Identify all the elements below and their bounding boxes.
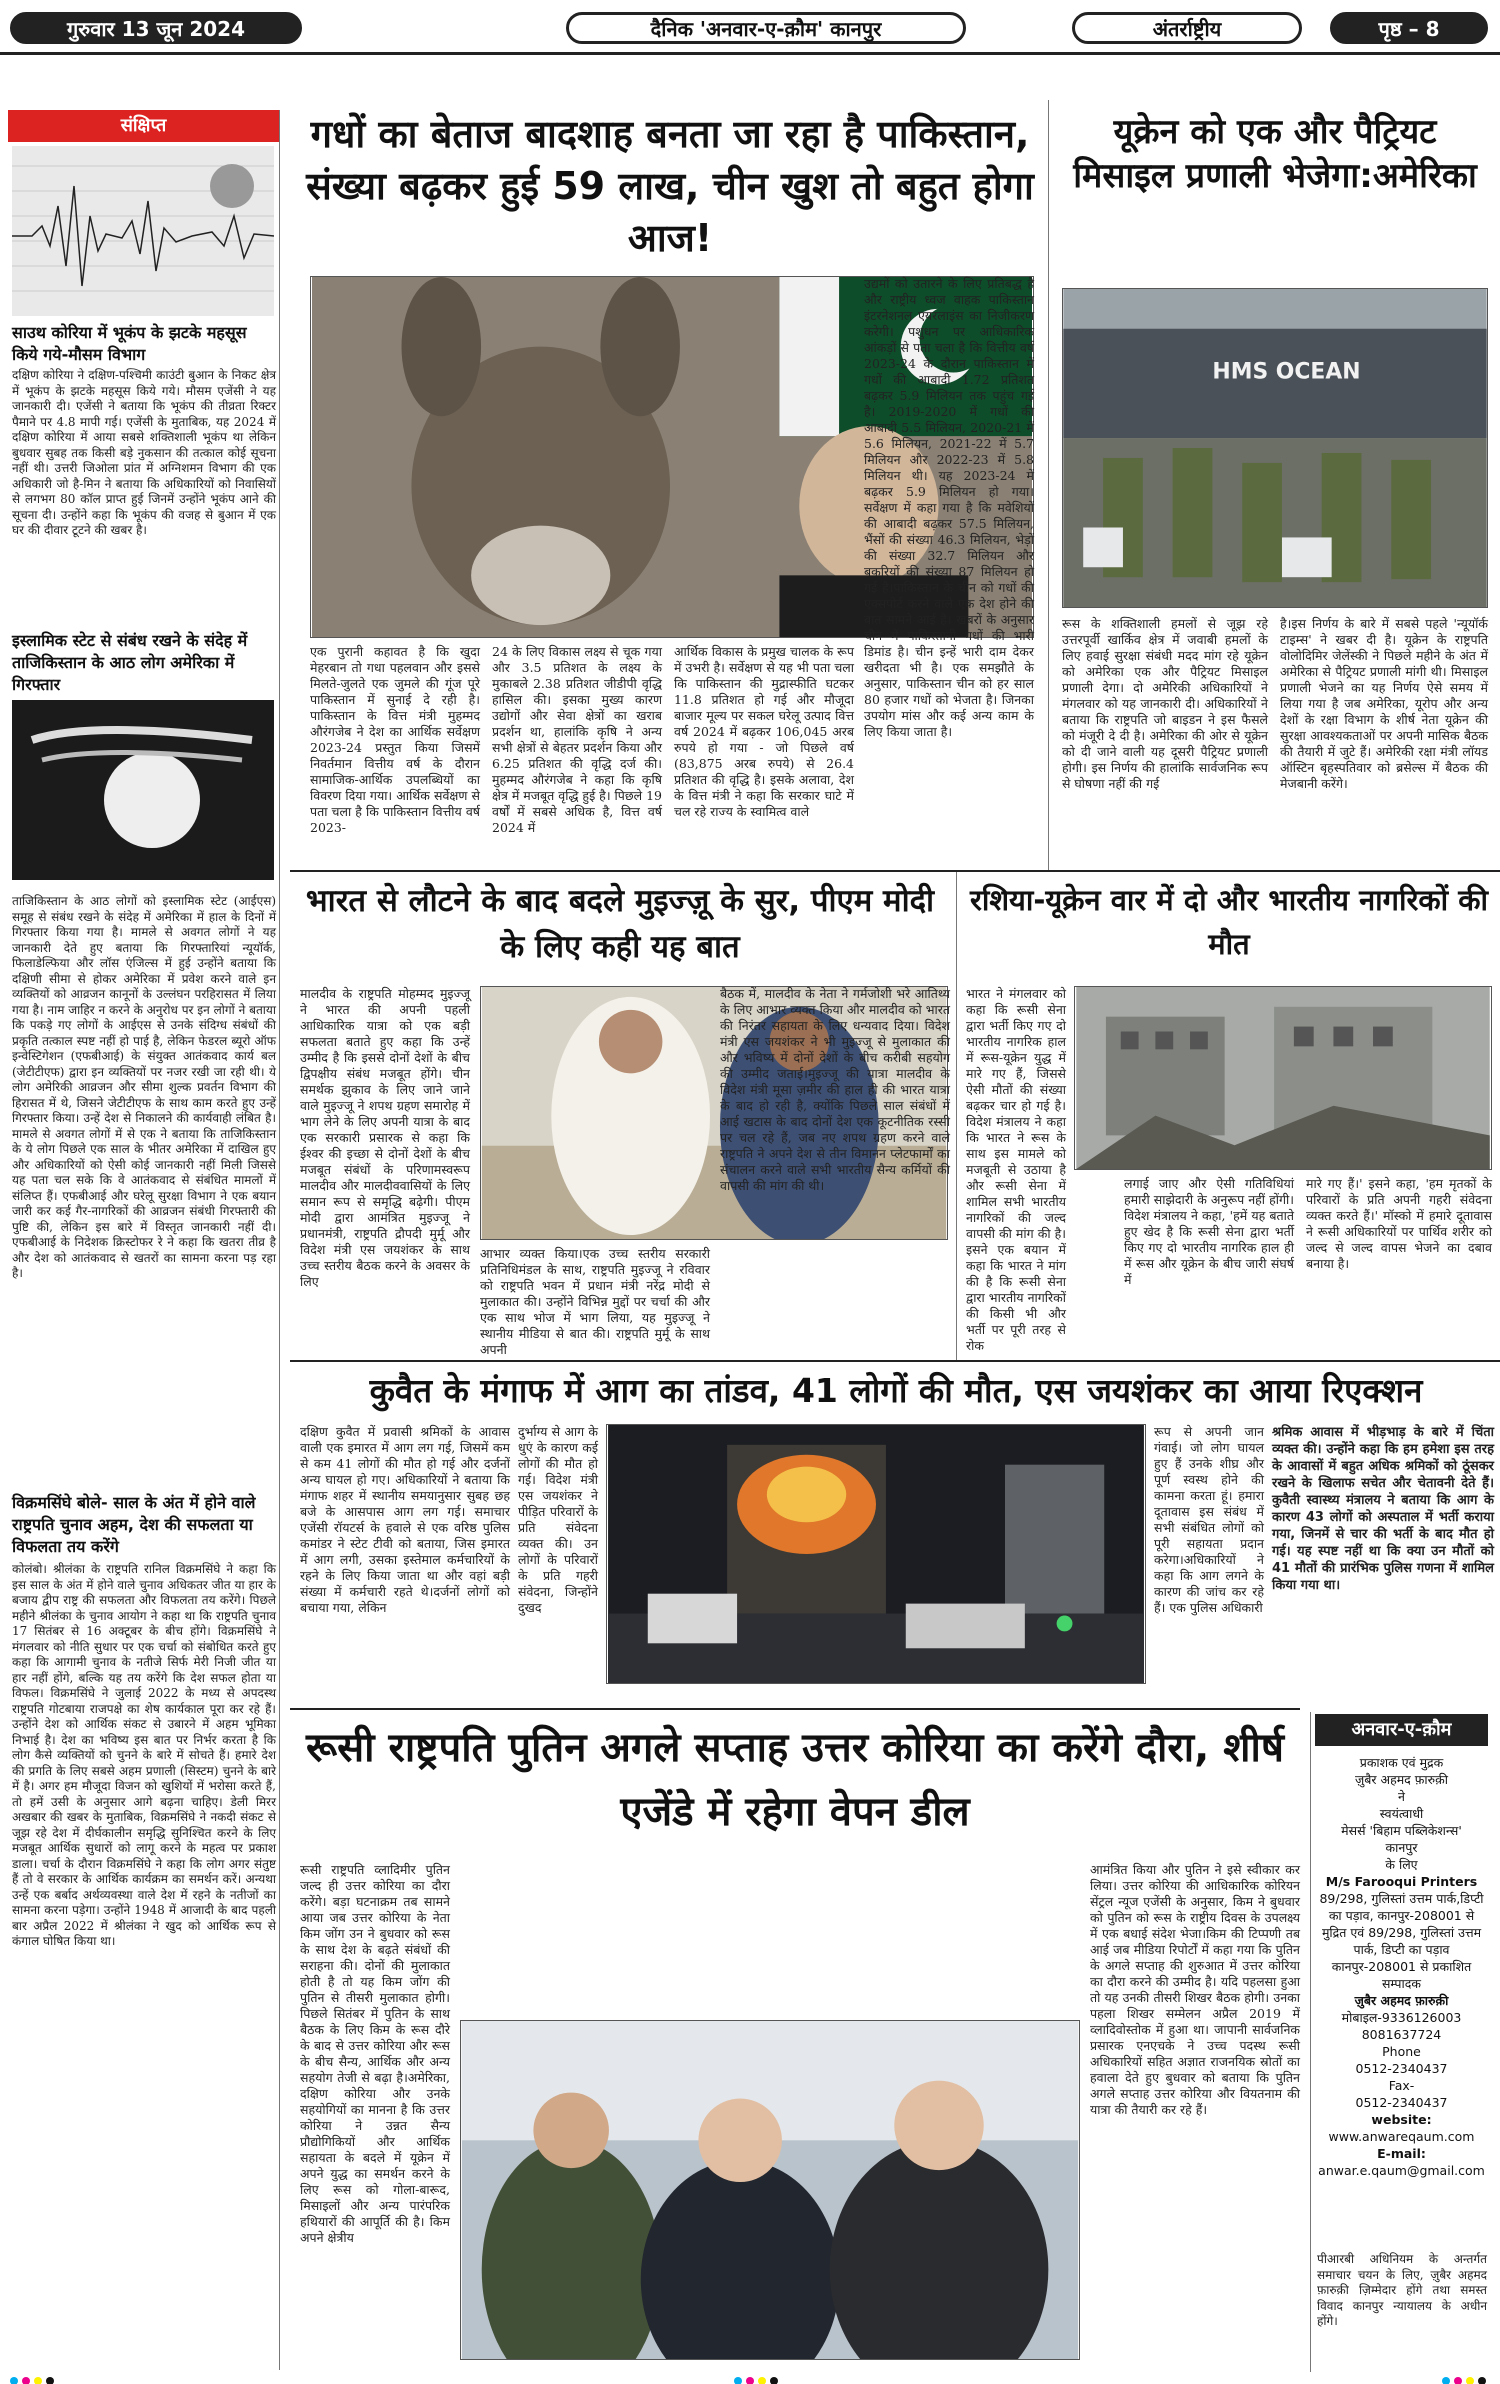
ship-label: HMS OCEAN (1212, 359, 1361, 385)
donkey-headline: गधों का बेताज बादशाह बनता जा रहा है पाकिस्तान, संख्या बढ़कर हुई 59 लाख, चीन खुश तो बहुत होगा आज! (306, 112, 1034, 260)
war-body-col2: लगाई जाए और ऐसी गतिविधियां हमारी साझेदारी के अनुरूप नहीं होंगी।विदेश मंत्रालय ने कहा, 'हमें यह बताते हुए खेद है कि रूसी सेना द्वारा भर्ती किए गए दो भारतीय नागरिक हाल ही में रूस और यूक्रेन के बीच जारी संघर्ष में (1124, 1176, 1294, 1287)
maldives-body-col2: आभार व्यक्त किया।एक उच्च स्तरीय सरकारी प्रतिनिधिमंडल के साथ, राष्ट्रपति मुइज्जू ने रविवार को राष्ट्रपति भवन में प्रधान मंत्री नरेंद्र मोदी से मुलाकात की। उन्होंने विभिन्न मुद्दों पर चर्चा की और एक साथ भोज में भाग लिया, यह मुइज्जू ने स्थानीय मीडिया से बात की। राष्ट्रपति मुर्मू के साथ अपनी (480, 1246, 710, 1357)
maldives-headline: भारत से लौटने के बाद बदले मुइज्ज़ू के सुर, पीएम मोदी के लिए कही यह बात (305, 883, 935, 965)
section-name: अंतर्राष्ट्रीय (1072, 12, 1302, 44)
email-link[interactable]: anwar.e.qaum@gmail.com (1318, 2163, 1485, 2178)
putin-photo (460, 2020, 1080, 2360)
donkey-body-col3: आर्थिक विकास के प्रमुख चालक के रूप में उभरी है। सर्वेक्षण से यह भी पता चला कि पाकिस्तान की मुद्रास्फीति घटकर 11.8 प्रतिशत हो गई और मौजूदा बाजार मूल्य पर सकल घरेलू उत्पाद वित्त वर्ष 2024 में बढ़कर 106,045 अरब रुपये हो गया - जो पिछले वर्ष (83,875 अरब रुपये) से 26.4 प्रतिशत की वृद्धि है। इसके अलावा, देश के वित्त मंत्री ने कहा कि सरकार घाटे में चल रहे राज्य के स्वामित्व वाले (674, 644, 854, 819)
masthead-rule (0, 52, 1500, 55)
sidebar-story2-headline: इस्लामिक स्टेट से संबंध रखने के संदेह में ताजिकिस्तान के आठ लोग अमेरिका में गिरफ्तार (12, 631, 248, 694)
kuwait-photo (606, 1424, 1146, 1684)
war-photo (1074, 986, 1492, 1170)
imprint-lines: प्रकाशक एवं मुद्रक ज़ुबैर अहमद फ़ारुक़ी ने स्वयंत्वाधी मेसर्स 'बिहाम पब्लिकेशन्स' कानपुर के लिए M/s Farooqui Printers 89/298, गुलिस्तां उत्तम पार्क,डिप्टी का पड़ाव, कानपुर-208001 से मुद्रित एवं 89/298, गुलिस्तां उत्तम पार्क, डिप्टी का पड़ाव कानपुर-208001 से प्रकाशित सम्पादक ज़ुबैर अहमद फ़ारुक़ी मोबाइल-9336126003 8081637724 Phone 0512-2340437 Fax- 0512-2340437 website: www.anwareqaum.com E-mail: anwar.e.qaum@gmail.com (1318, 1755, 1485, 2178)
masthead-bar (0, 0, 1500, 56)
editor-name: ज़ुबैर अहमद फ़ारुक़ी (1354, 1993, 1449, 2008)
website-link[interactable]: www.anwareqaum.com (1328, 2129, 1475, 2144)
donkey-body-col1: एक पुरानी कहावत है कि खुदा मेहरबान तो गधा पहलवान और इससे मिलते-जुलते एक जुमले की गूंज पूरे पाकिस्तान में सुनाई दे रही है। पाकिस्तान के वित्त मंत्री मुहम्मद औरंगजेब ने देश का आर्थिक सर्वेक्षण 2023-24 प्रस्तुत किया जिसमें निवर्तमान वित्तीय वर्ष के दौरान सामाजिक-आर्थिक उपलब्धियों का विवरण दिया गया। आर्थिक सर्वेक्षण से पता चला है कि पाकिस्तान वित्तीय वर्ष 2023- (310, 644, 480, 835)
putin-headline: रूसी राष्ट्रपति पुतिन अगले सप्ताह उत्तर कोरिया का करेंगे दौरा, शीर्ष एजेंडे में रहेगा वेपन डील (306, 1725, 1284, 1835)
seismograph-photo (12, 146, 274, 316)
sidebar-story1-body: दक्षिण कोरिया ने दक्षिण-पश्चिमी काउंटी बुआन के निकट क्षेत्र में भूकंप के झटके महसूस किये गये। मौसम एजेंसी ने यह जानकारी दी। एजेंसी ने बताया कि भूकंप की तीव्रता रिक्टर पैमाने पर 4.8 मापी गई। एजेंसी के मुताबिक, यह 2024 में दक्षिण कोरिया में आया सबसे शक्तिशाली भूकंप था लेकिन बुधवार सुबह तक किसी बड़े नुकसान की तत्काल कोई सूचना नहीं थी। उत्तरी जिओला प्रांत में अग्निशमन विभाग की एक अधिकारी जो है-मिन ने बताया कि अधिकारियों को निवासियों से लगभग 80 कॉल प्राप्त हुई जिनमें उन्होंने भूकंप आने की सूचना दी। उन्होंने कहा कि भूकंप की वजह से बुआन में एक घर की दीवार टूटने की खबर है। (12, 368, 276, 537)
war-body-col3: मारे गए हैं।' इसने कहा, 'हम मृतकों के परिवारों के प्रति अपनी गहरी संवेदना व्यक्त करते हैं।' मॉस्को में हमारे दूतावास ने रूसी अधिकारियों पर पार्थिव शरीर को जल्द से जल्द वापस भेजने का दबाव बनाया है। (1306, 1176, 1492, 1271)
kuwait-body-col4: श्रमिक आवास में भीड़भाड़ के बारे में चिंता व्यक्त की। उन्होंने कहा कि हम हमेशा इस तरह के आवासों में बहुत अधिक श्रमिकों को ठूंसकर रखने के खिलाफ सचेत और चेतावनी देते हैं। कुवैती स्वास्थ्य मंत्रालय ने बताया कि आग के कारण 43 लोगों को अस्पताल में भर्ती कराया गया, जिनमें से चार की भर्ती के बाद मौत हो गई। यह स्पष्ट नहीं था कि क्या उन मौतों को 41 मौतों की प्रारंभिक पुलिस गणना में शामिल किया गया था। (1272, 1425, 1494, 1593)
bottom-strip (0, 2372, 1500, 2384)
kuwait-body-col3: रूप से अपनी जान गंवाई। जो लोग घायल हुए हैं उनके शीघ्र और पूर्ण स्वस्थ होने की कामना करता हूं। हमारा दूतावास इस संबंध में सभी संबंधित लोगों को पूरी सहायता प्रदान करेगा।अधिकारियों ने कहा कि आग लगने के कारण की जांच कर रहे हैं। एक पुलिस अधिकारी (1154, 1424, 1264, 1615)
war-headline: रशिया-यूक्रेन वार में दो और भारतीय नागरिकों की मौत (969, 883, 1489, 961)
sidebar (8, 110, 280, 2370)
imprint-title: अनवार-ए-क़ौम (1315, 1714, 1488, 1746)
page-number: पृष्ठ – 8 (1330, 12, 1488, 44)
maldives-body-col3: बैठक में, मालदीव के नेता ने गर्मजोशी भरे आतिथ्य के लिए आभार व्यक्त किया और मालदीव को भारत की निरंतर सहायता के लिए धन्यवाद दिया। विदेश मंत्री एस जयशंकर ने भी मुइज्जू से मुलाकात की और भविष्य में दोनों देशों के बीच करीबी सहयोग की उम्मीद जताई।मुइज्जू की यात्रा मालदीव के विदेश मंत्री मूसा ज़मीर की हाल ही की भारत यात्रा के बाद हो रही है, क्योंकि पिछले साल संबंधों में आई खटास के बाद दोनों देश एक कूटनीतिक रस्सी पर चल रहे हैं, जब नए शपथ ग्रहण करने वाले राष्ट्रपति ने अपने देश से तीन विमानन प्लेटफार्मों का संचालन करने वाले सभी भारतीय सैन्य कर्मियों की वापसी की मांग की थी। (720, 986, 950, 1193)
imprint-box (1310, 1712, 1492, 2372)
ukraine-body-col1: रूस के शक्तिशाली हमलों से जूझ रहे उत्तरपूर्वी खार्किव क्षेत्र में जवाबी हमलों के लिए हवाई सुरक्षा संबंधी मदद मांग रहे यूक्रेन को अमेरिका एक और पैट्रियट मिसाइल प्रणाली देगा। दो अमेरिकी अधिकारियों ने मंगलवार को यह जानकारी दी। अधिकारियों ने बताया कि राष्ट्रपति जो बाइडन ने इस फैसले को मंजूरी दे दी है। अमेरिका की ओर से यूक्रेन को दी जाने वाली यह दूसरी पैट्रियट प्रणाली होगी। इस निर्णय की हालांकि सार्वजनिक रूप से घोषणा नहीं की गई (1062, 616, 1268, 791)
putin-body-col1: रूसी राष्ट्रपति व्लादिमीर पुतिन जल्द ही उत्तर कोरिया का दौरा करेंगे। बड़ा घटनाक्रम तब सामने आया जब उत्तर कोरिया के नेता किम जोंग उन ने बुधवार को रूस के साथ देश के बढ़ते संबंधों की सराहना की। दोनों की मुलाकात होती है तो यह किम जोंग की पुतिन से तीसरी मुलाकात होगी। पिछले सितंबर में पुतिन के साथ बैठक के लिए किम के रूस दौरे के बाद से उत्तर कोरिया और रूस के बीच सैन्य, आर्थिक और अन्य सहयोग तेजी से बढ़ा है।अमेरिका, दक्षिण कोरिया और उनके सहयोगियों का मानना है कि उत्तर कोरिया ने उन्नत सैन्य प्रौद्योगिकियों और आर्थिक सहायता के बदले में यूक्रेन में अपने युद्ध का समर्थन करने के लिए रूस को गोला-बारूद, मिसाइलों और अन्य पारंपरिक हथियारों की आपूर्ति की है। किम अपने क्षेत्रीय (300, 1862, 450, 2245)
donkey-body-col4: उद्यमों को उतारने के लिए प्रतिबद्ध है और राष्ट्रीय ध्वज वाहक पाकिस्तान इंटरनेशनल एयरलाइंस का निजीकरण करेगी। पशुधन पर आधिकारिक आंकड़ों से पता चला है कि वित्तीय वर्ष 2023-24 के दौरान पाकिस्तान में गधों की आबादी 1.72 प्रतिशत बढ़कर 5.9 मिलियन तक पहुंच गई है। 2019-2020 में गधों की आबादी 5.5 मिलियन, 2020-21 में 5.6 मिलियन, 2021-22 में 5.7 मिलियन और 2022-23 में 5.8 मिलियन थी। यह 2023-24 में बढ़कर 5.9 मिलियन हो गया। सर्वेक्षण में कहा गया है कि मवेशियों की आबादी बढ़कर 57.5 मिलियन, भैंसों की संख्या 46.3 मिलियन, भेड़ों की संख्या 32.7 मिलियन और बकरियों की संख्या 87 मिलियन हो गई है।पाकिस्तान के चीन को गधों की एक्सपोर्ट करने वाले एक देश होने की बात सामने आई है। खबरों के अनुसार चीन में पाकिस्तानी गधों की भारी डिमांड है। चीन इन्हें भारी दाम देकर खरीदता भी है। एक समझौते के अनुसार, पाकिस्तान चीन को हर साल 80 हजार गधों को भेजता है। जिनका उपयोग मांस और कई अन्य काम के लिए किया जाता है। (864, 276, 1034, 739)
sidebar-story1-headline: साउथ कोरिया में भूकंप के झटके महसूस किये गये-मौसम विभाग (12, 323, 247, 364)
sidebar-story3-body: कोलंबो। श्रीलंका के राष्ट्रपति रानिल विक्रमसिंघे ने कहा कि इस साल के अंत में होने वाले चुनाव अधिकतर जीत या हार के बजाय द्वीप राष्ट्र की सफलता और विफलता तय करेंगे। पिछले महीने श्रीलंका के चुनाव आयोग ने कहा था कि राष्ट्रपति चुनाव 17 सितंबर से 16 अक्टूबर के बीच होंगे। विक्रमसिंघे ने मंगलवार को नीति सुधार पर एक चर्चा को संबोधित करते हुए कहा कि आगामी चुनाव के नतीजे सिर्फ मेरी निजी जीत या हार नहीं होंगे, बल्कि यह तय करेंगे कि देश सफल होता या विफल। विक्रमसिंघे ने जुलाई 2022 के मध्य से अपदस्थ राष्ट्रपति गोटबाया राजपक्षे का शेष कार्यकाल पूरा कर रहे हैं। उन्होंने देश को आर्थिक संकट से उबारने में अहम भूमिका निभाई है। देश का भविष्य इस बात पर निर्भर करता है कि लोग कैसे व्यक्तियों को चुनने के बारे में सोचते हैं। हमारे देश की प्रगति के लिए सबसे अहम प्रणाली (सिस्टम) चुनने के बारे में है। अगर हम मौजूदा विजन को खुशियों में भरोसा करते हैं, तो हमें उसी के अनुसार आगे बढ़ना चाहिए। डेली मिरर अखबार की खबर के मुताबिक, विक्रमसिंघे ने नकदी संकट से जूझ रहे देश में दीर्घकालीन समृद्धि सुनिश्चित करने के लिए मजबूत आर्थिक सुधारों को लागू करने के महत्व पर प्रकाश डाला। चर्चा के दौरान विक्रमसिंघे ने कहा कि लोग अगर संतुष्ट हैं तो वे सरकार के आर्थिक कार्यक्रम का समर्थन करें। अन्यथा उन्हें एक बर्बाद अर्थव्यवस्था वाले देश में रहने के नतीजों का सामना करना पड़ेगा। उन्होंने 1948 में आजादी के बाद पहली बार अप्रैल 2022 में श्रीलंका ने खुद को आर्थिक रूप से कंगाल घोषित किया था। (12, 1562, 276, 1948)
war-body-col1: भारत ने मंगलवार को कहा कि रूसी सेना द्वारा भर्ती किए गए दो भारतीय नागरिक हाल में रूस-यूक्रेन युद्ध में मारे गए हैं, जिससे ऐसी मौतों की संख्या बढ़कर चार हो गई है। विदेश मंत्रालय ने कहा कि भारत ने रूस के साथ इस मामले को मजबूती से उठाया है और रूसी सेना में शामिल सभी भारतीय नागरिकों की जल्द वापसी की मांग की है। इसने एक बयान में कहा कि भारत ने मांग की है कि रूसी सेना द्वारा भारतीय नागरिकों की किसी भी और भर्ती पर पूरी तरह से रोक (966, 986, 1066, 1353)
kuwait-headline: कुवैत के मंगाफ में आग का तांडव, 41 लोगों की मौत, एस जयशंकर का आया रिएक्शन (369, 1371, 1423, 1410)
putin-body-col2: आमंत्रित किया और पुतिन ने इसे स्वीकार कर लिया। उत्तर कोरिया की आधिकारिक कोरियन सेंट्रल न्यूज एजेंसी के अनुसार, किम ने बुधवार को पुतिन को रूस के राष्ट्रीय दिवस के उपलक्ष्य में एक बधाई संदेश भेजा।किम की टिप्पणी तब आई जब मीडिया रिपोर्टों में कहा गया कि पुतिन के अगले सप्ताह की शुरुआत में उत्तर कोरिया का दौरा करने की उम्मीद है। यदि पहलसा हुआ तो यह उनकी तीसरी शिखर बैठक होगी। उनका पहला शिखर सम्मेलन अप्रैल 2019 में व्लादिवोस्तोक में हुआ था। जापानी सार्वजनिक प्रसारक एनएचके ने उच्च पदस्थ रूसी अधिकारियों सहित अज्ञात राजनयिक स्रोतों का हवाला देते हुए बुधवार को बताया कि पुतिन अगले सप्ताह उत्तर कोरिया और वियतनाम की यात्रा की तैयारी कर रहे हैं। (1090, 1862, 1300, 2117)
issue-date: गुरुवार 13 जून 2024 (10, 12, 302, 44)
donkey-body-col2: 24 के लिए विकास लक्ष्य से चूक गया और 3.5 प्रतिशत के लक्ष्य के मुकाबले 2.38 प्रतिशत जीडीपी वृद्धि हासिल की। इसका मुख्य कारण उद्योगों और सेवा क्षेत्रों का खराब प्रदर्शन था, हालांकि कृषि ने अन्य सभी क्षेत्रों से बेहतर प्रदर्शन किया और 6.25 प्रतिशत की वृद्धि दर्ज की।मुहम्मद औरंगजेब ने कहा कि कृषि क्षेत्र में मजबूत वृद्धि हुई है। पिछले 19 वर्षों में सबसे अधिक है, वित्त वर्ष 2024 में (492, 644, 662, 835)
printer-name: M/s Farooqui Printers (1325, 1874, 1478, 1889)
ukraine-photo (1062, 288, 1488, 608)
ukraine-headline: यूक्रेन को एक और पैट्रियट मिसाइल प्रणाली भेजेगा:अमेरिका (1073, 112, 1477, 196)
maldives-body-col1: मालदीव के राष्ट्रपति मोहम्मद मुइज्जू ने भारत की अपनी पहली आधिकारिक यात्रा को एक बड़ी सफलता बताते हुए कहा कि उन्हें उम्मीद है कि इससे दोनों देशों के बीच द्विपक्षीय संबंध मजबूत होंगे। चीन समर्थक झुकाव के लिए जाने जाने वाले मुइज्जू ने शपथ ग्रहण समारोह में भाग लेने के लिए अपनी यात्रा के बाद एक सरकारी प्रसारक से कहा कि ईश्वर की इच्छा से दोनों देशों के बीच मजबूत संबंधों के परिणामस्वरूप मालदीव और मालदीववासियों के लिए समान रूप से समृद्धि बढ़ेगी। पीएम मोदी द्वारा आमंत्रित मुइज्जू ने प्रधानमंत्री, राष्ट्रपति द्रौपदी मुर्मू और विदेश मंत्री एस जयशंकर के साथ उच्च स्तरीय बैठक करने के अवसर के लिए (300, 986, 470, 1289)
ukraine-body-col2: है।इस निर्णय के बारे में सबसे पहले 'न्यूयॉर्क टाइम्स' ने खबर दी है। यूक्रेन के राष्ट्रपति वोलोदिमिर जेलेंस्की ने पिछले महीने के अंत में अमेरिका से पैट्रियट प्रणाली मांगी थी। मिसाइल प्रणाली भेजने का यह निर्णय ऐसे समय में लिया गया है जब अमेरिका, यूरोप और अन्य देशों के रक्षा विभाग के शीर्ष नेता यूक्रेन की सुरक्षा आवश्यकताओं पर अपनी मासिक बैठक की तैयारी में जुटे हैं। अमेरिकी रक्षा मंत्री लॉयड ऑस्टिन बृहस्पतिवार को ब्रसेल्स में बैठक की मेजबानी करेंगे। (1280, 616, 1488, 791)
sidebar-title: संक्षिप्त (8, 110, 279, 142)
imprint-footer: पीआरबी अधिनियम के अन्तर्गत समाचार चयन के लिए, ज़ुबैर अहमद फ़ारुक़ी ज़िम्मेदार होंगे तथा समस्त विवाद कानपुर न्यायालय के अधीन होंगे। (1317, 2252, 1487, 2328)
kuwait-body-col2: दुर्भाग्य से आग के धुएं के कारण कई लोगों की मौत हो गई। विदेश मंत्री एस जयशंकर ने पीड़ित परिवारों के प्रति संवेदना व्यक्त की। उन लोगों के परिवारों के प्रति गहरी संवेदना, जिन्होंने दुखद (518, 1424, 598, 1615)
sidebar-story3-headline: विक्रमसिंघे बोले- साल के अंत में होने वाले राष्ट्रपति चुनाव अहम, देश की सफलता या विफलता तय करेंगे (12, 1493, 256, 1556)
isis-flag-photo (12, 700, 274, 880)
sidebar-story2-body: ताजिकिस्तान के आठ लोगों को इस्लामिक स्टेट (आईएस) समूह से संबंध रखने के संदेह में अमेरिका में हाल के दिनों में गिरफ्तार किया गया है। मामले से अवगत लोगों ने यह जानकारी देते हुए बताया कि गिरफ्तारियां न्यूयॉर्क, फिलाडेल्फिया और लॉस एंजिल्स में हुई उन्होंने बताया कि दक्षिणी सीमा से होकर अमेरिका में प्रवेश करने वाले इन व्यक्तियों को आव्रजन कानूनों के उल्लंघन परहिरासत में लिया गया है। नाम जाहिर न करने के अनुरोध पर इन लोगों ने बताया कि पकड़े गए लोगों के आईएस से उनके संदिग्ध संबंधों की प्रकृति तत्काल स्पष्ट नहीं हो पाई है, लेकिन फेडरल ब्यूरो ऑफ इन्वेस्टिगेशन (एफबीआई) के संयुक्त आतंकवाद कार्य बल (जेटीटीएफ) द्वारा इन व्यक्तियों पर नजर रखी जा रही थी। ये लोग अमेरिकी आव्रजन और सीमा शुल्क प्रवर्तन विभाग की हिरासत में थे, जिसने जेटीटीएफ के साथ काम करते हुए उन्हें गिरफ्तार किया। उन्हें देश से निकालने की कार्यवाही लंबित है। मामले से अवगत लोगों में से एक ने बताया कि ताजिकिस्तान के ये लोग पिछले एक साल के भीतर अमेरिका में दाखिल हुए और अधिकारियों को ऐसी कोई जानकारी नहीं मिली जिससे यह पता चल सके कि वे आतंकवाद से संबंधित मामलों में संलिप्त हैं। एफबीआई और घरेलू सुरक्षा विभाग ने एक बयान जारी कर कई गैर-नागरिकों की आव्रजन संबंधी गिरफ्तारी की पुष्टि की, लेकिन इस बारे में विस्तृत जानकारी नहीं दी। एफबीआई के निदेशक क्रिस्टोफर रे ने कहा कि खतरा तीव्र है और देश को आतंकवाद से खतरों का सामना करना पड़ रहा है। (12, 894, 276, 1280)
paper-name: दैनिक 'अनवार-ए-क़ौम' कानपुर (566, 12, 966, 44)
kuwait-body-col1: दक्षिण कुवैत में प्रवासी श्रमिकों के आवास वाली एक इमारत में आग लग गई, जिसमें कम से कम 41 लोगों की मौत हो गई और दर्जनों अन्य घायल हो गए। अधिकारियों ने बताया कि मंगाफ शहर में स्थानीय समयानुसार सुबह छह बजे के आसपास आग लग गई। समाचार एजेंसी रॉयटर्स के हवाले से एक वरिष्ठ पुलिस कमांडर ने स्टेट टीवी को बताया, जिस इमारत में आग लगी, उसका इस्तेमाल कर्मचारियों के रहने के लिए किया जाता था और वहां बड़ी संख्या में कर्मचारी रहते थे।दर्जनों लोगों को बचाया गया, लेकिन (300, 1424, 510, 1615)
registration-marks (0, 2375, 1500, 2384)
